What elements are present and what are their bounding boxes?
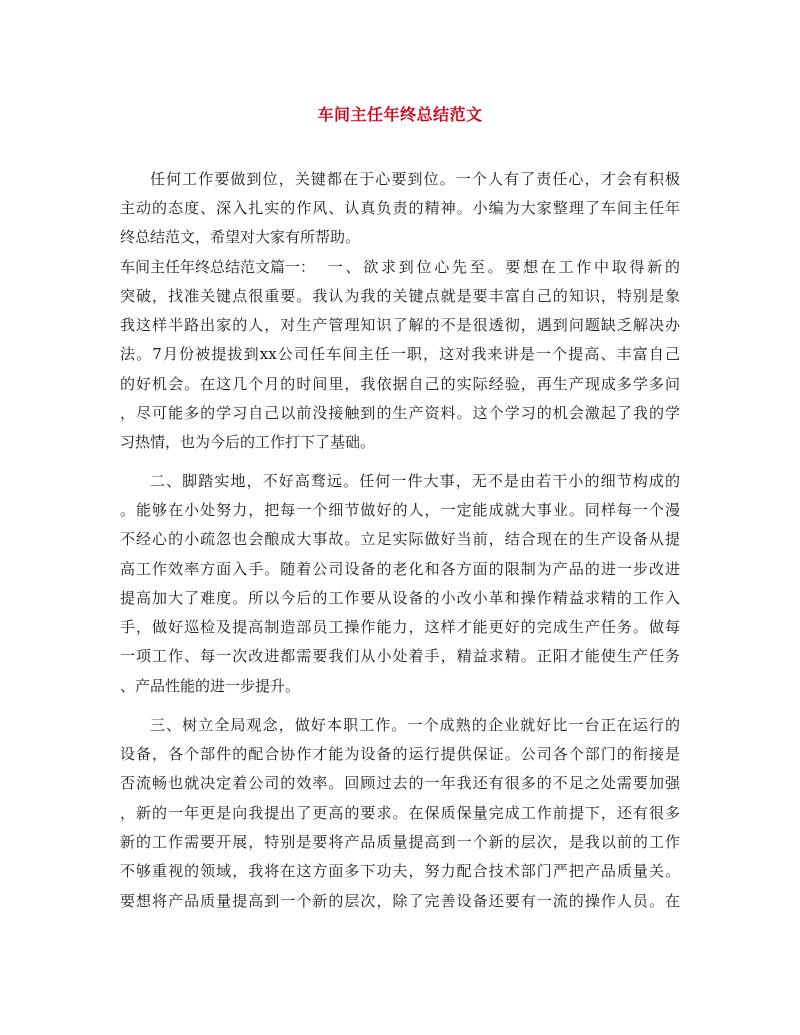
paragraph-line: 。能够在小处努力，把每一个细节做好的人，一定能成就大事业。同样每一个漫 bbox=[120, 501, 680, 519]
paragraph-line: 二、脚踏实地，不好高骛远。任何一件大事，无不是由若干小的细节构成的 bbox=[150, 472, 680, 490]
paragraph-line: 提高加大了难度。所以今后的工作要从设备的小改小革和操作精益求精的工作入 bbox=[120, 589, 680, 607]
paragraph-line: 新的工作需要开展，特别是要将产品质量提高到一个新的层次，是我以前的工作 bbox=[120, 833, 680, 851]
paragraph-line: 法。7月份被提拔到xx公司任车间主任一职，这对我来讲是一个提高、丰富自己 bbox=[120, 345, 680, 363]
paragraph-line: 的好机会。在这几个月的时间里，我依据自己的实际经验，再生产现成多学多问 bbox=[120, 375, 680, 393]
paragraph-line: 、产品性能的进一步提升。 bbox=[120, 677, 301, 695]
document-title: 车间主任年终总结范文 bbox=[317, 105, 483, 124]
paragraph-line: ，新的一年更是向我提出了更高的要求。在保质保量完成工作前提下，还有很多 bbox=[120, 804, 680, 822]
paragraph-line: ，尽可能多的学习自己以前没接触到的生产资料。这个学习的机会激起了我的学 bbox=[120, 404, 680, 422]
paragraph-line: 高工作效率方面入手。随着公司设备的老化和各方面的限制为产品的进一步改进 bbox=[120, 560, 680, 578]
section-heading: 车间主任年终总结范文篇一： bbox=[120, 258, 316, 276]
paragraph-line: 终总结范文，希望对大家有所帮助。 bbox=[120, 228, 361, 246]
paragraph-line bbox=[120, 256, 680, 278]
paragraph-line: 要想将产品质量提高到一个新的层次，除了完善设备还要有一流的操作人员。在 bbox=[120, 892, 680, 910]
paragraph-line: 设备，各个部件的配合协作才能为设备的运行提供保证。公司各个部门的衔接是 bbox=[120, 745, 680, 763]
paragraph-line: 一项工作、每一次改进都需要我们从小处着手，精益求精。正阳才能使生产任务 bbox=[120, 647, 680, 665]
paragraph-line: 突破，找准关键点很重要。我认为我的关键点就是要丰富自己的知识，特别是象 bbox=[120, 287, 680, 305]
paragraph-line: 不经心的小疏忽也会酿成大事故。立足实际做好当前，结合现在的生产设备从提 bbox=[120, 530, 680, 548]
paragraph-line: 主动的态度、深入扎实的作风、认真负责的精神。小编为大家整理了车间主任年 bbox=[120, 199, 680, 217]
paragraph-line: 我这样半路出家的人，对生产管理知识了解的不是很透彻，遇到问题缺乏解决办 bbox=[120, 316, 680, 334]
paragraph-line: 三、树立全局观念，做好本职工作。一个成熟的企业就好比一台正在运行的 bbox=[150, 716, 680, 734]
paragraph-line: 否流畅也就决定着公司的效率。回顾过去的一年我还有很多的不足之处需要加强 bbox=[120, 774, 680, 792]
paragraph-line: 手，做好巡检及提高制造部员工操作能力，这样才能更好的完成生产任务。做每 bbox=[120, 618, 680, 636]
paragraph-line: 任何工作要做到位，关键都在于心要到位。一个人有了责任心，才会有积极 bbox=[150, 170, 680, 188]
paragraph-line: 不够重视的领域，我将在这方面多下功夫，努力配合技术部门严把产品质量关。 bbox=[120, 862, 680, 880]
paragraph-line: 习热情，也为今后的工作打下了基础。 bbox=[120, 433, 376, 451]
section-lead: 一、欲求到位心先至。要想在工作中取得新的 bbox=[325, 258, 680, 276]
